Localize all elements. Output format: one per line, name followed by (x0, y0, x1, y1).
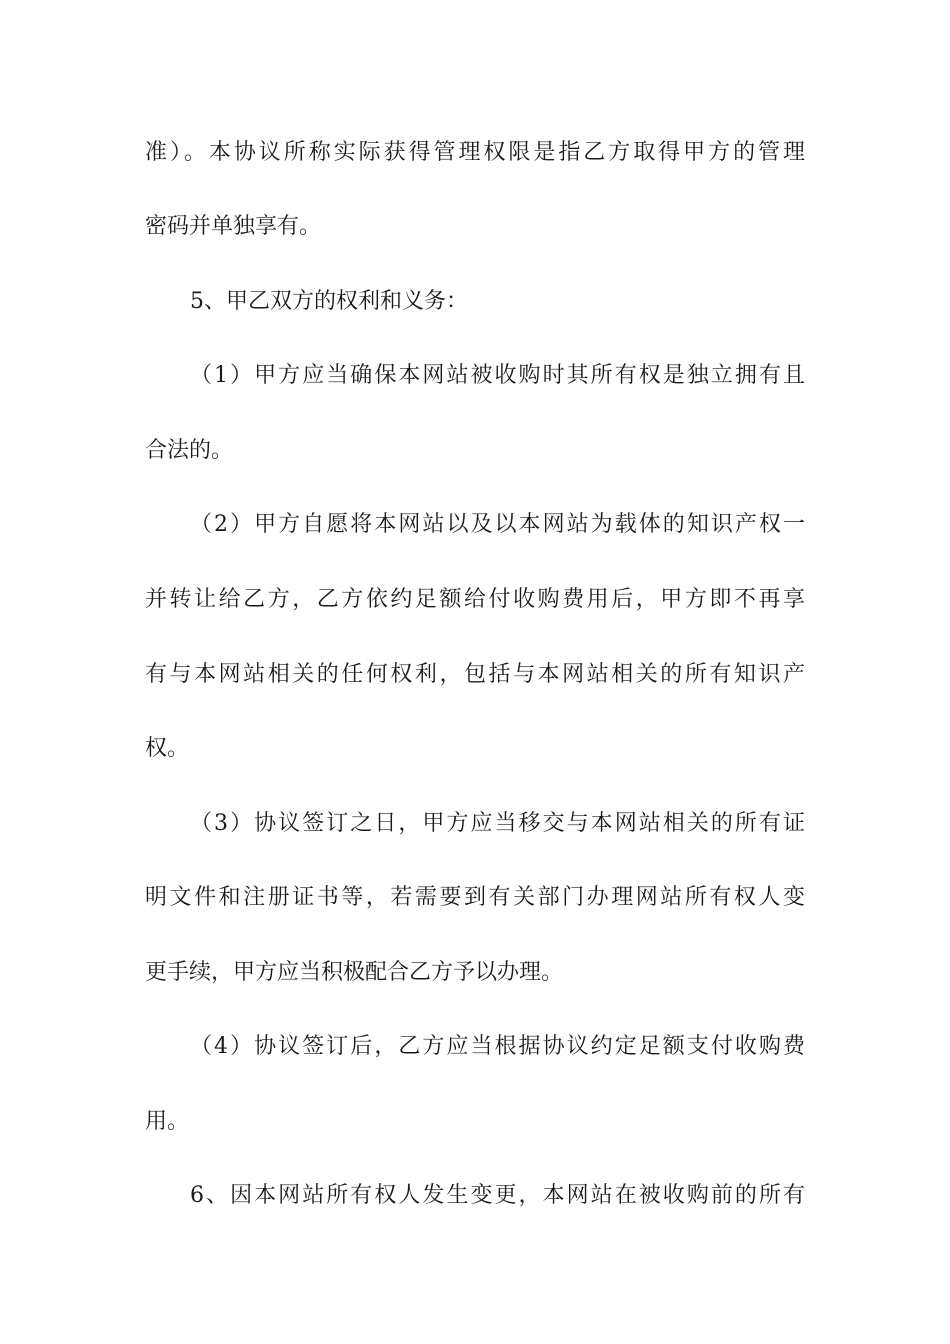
text-line: 明文件和注册证书等，若需要到有关部门办理网站所有权人变 (145, 885, 805, 910)
text-line: 合法的。 (145, 438, 234, 463)
text-line: 并转让给乙方，乙方依约足额给付收购费用后，甲方即不再享 (145, 587, 805, 612)
text-line: 用。 (145, 1109, 190, 1134)
text-line: （3）协议签订之日，甲方应当移交与本网站相关的所有证 (190, 811, 805, 836)
section-heading: 6、因本网站所有权人发生变更，本网站在被收购前的所有 (190, 1183, 805, 1208)
text-line: （2）甲方自愿将本网站以及以本网站为载体的知识产权一 (190, 512, 805, 537)
text-line: 权。 (145, 736, 190, 761)
text-line: 更手续，甲方应当积极配合乙方予以办理。 (145, 960, 564, 985)
text-line: 准）。本协议所称实际获得管理权限是指乙方取得甲方的管理 (145, 140, 805, 165)
text-line: （1）甲方应当确保本网站被收购时其所有权是独立拥有且 (190, 363, 805, 388)
text-line: 密码并单独享有。 (145, 214, 322, 239)
text-line: 有与本网站相关的任何权利，包括与本网站相关的所有知识产 (145, 662, 805, 687)
text-line: （4）协议签订后，乙方应当根据协议约定足额支付收购费 (190, 1034, 805, 1059)
section-heading: 5、甲乙双方的权利和义务： (190, 289, 468, 314)
